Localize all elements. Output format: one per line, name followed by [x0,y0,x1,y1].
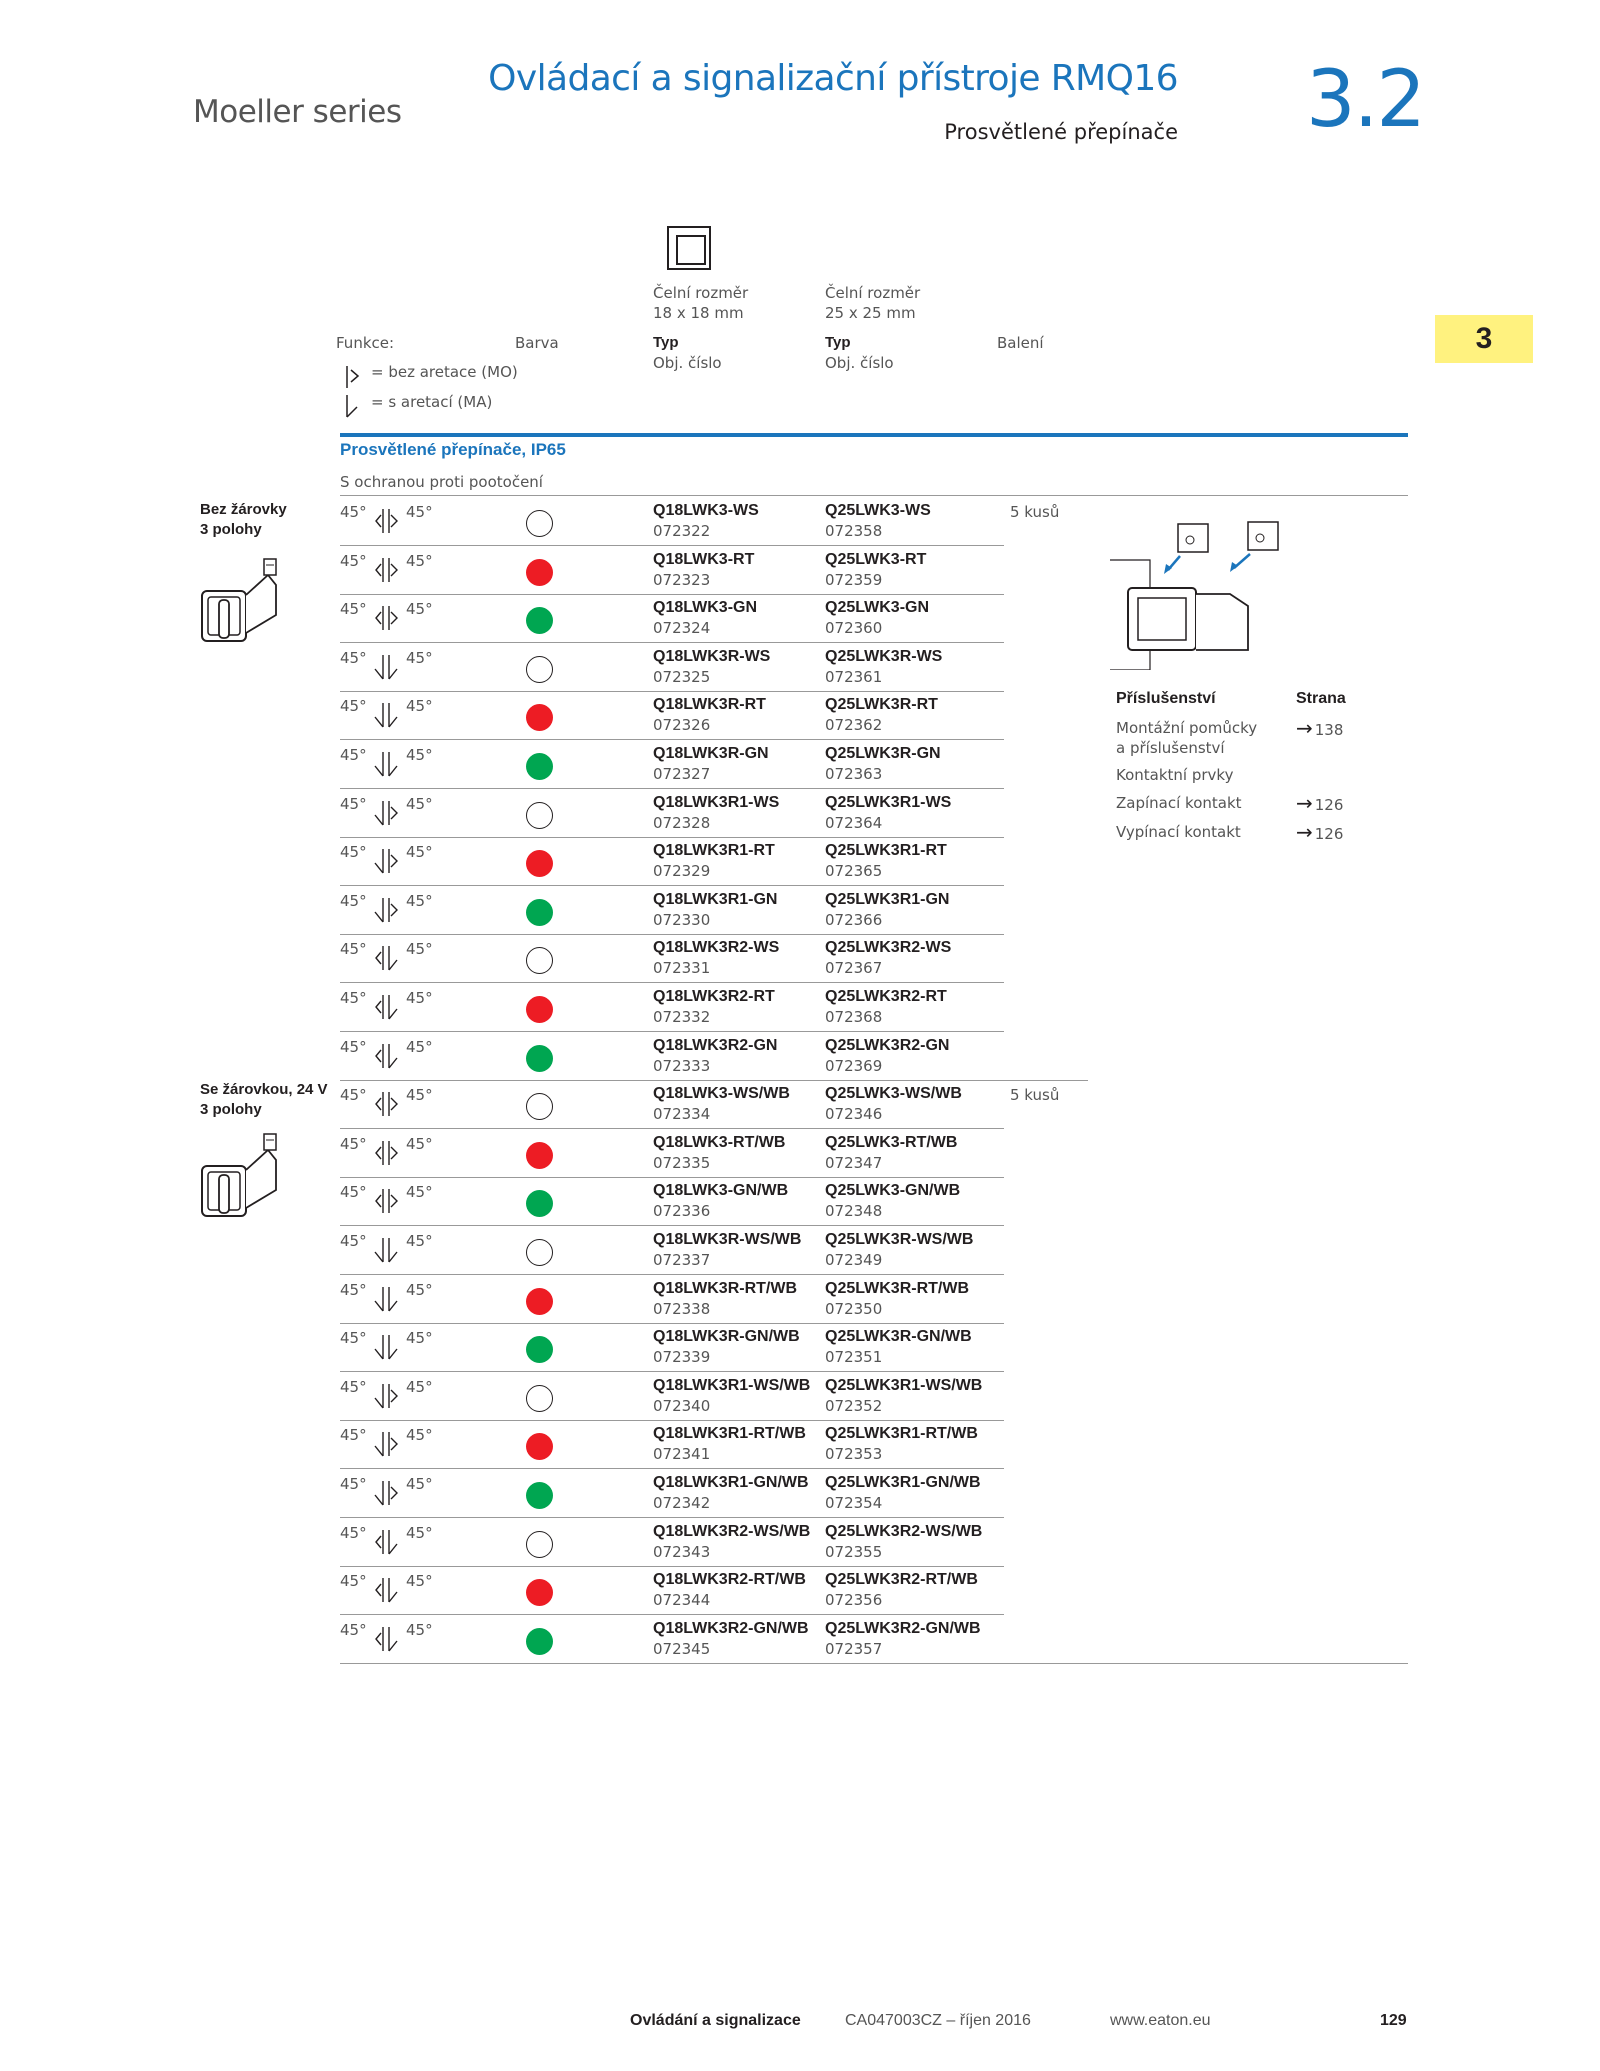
row-divider [340,642,1004,643]
color-dot-rt [526,1433,553,1460]
color-dot-ws [526,947,553,974]
accessory-item: Kontaktní prvky [1116,766,1234,784]
order-number-25: 072360 [825,619,883,638]
order-number-25: 072363 [825,765,883,783]
order-number-18: 072344 [653,1591,711,1610]
page-title: Ovládací a signalizační přístroje RMQ16 [488,58,1178,99]
color-dot-rt [526,1579,553,1606]
row-divider [340,934,1004,935]
switch-function-a-icon [370,602,402,634]
order-number-25: 072357 [825,1639,883,1658]
row-divider [340,1468,1004,1469]
barva-header: Barva [515,334,559,352]
angle-left: 45° [340,1620,367,1639]
color-dot-rt [526,850,553,877]
angle-right: 45° [406,794,433,813]
angle-right: 45° [406,1329,433,1348]
switch-function-c-icon [370,797,402,829]
group-line2: 3 polohy [200,1101,262,1118]
footer-section: Ovládání a signalizace [630,2012,801,2029]
row-divider [340,788,1004,789]
row-divider [340,1128,1004,1129]
col25-size-line2: 25 x 25 mm [825,304,916,322]
section-subtitle: S ochranou proti pootočení [340,473,543,491]
angle-right: 45° [406,891,433,910]
type-25: Q25LWK3-RT [825,550,927,568]
color-dot-rt [526,704,553,731]
obj-label: Obj. číslo [653,354,722,372]
switch-function-c-icon [370,845,402,877]
angle-left: 45° [340,1280,367,1299]
order-number-25: 072355 [825,1542,883,1561]
switch-function-c-icon [370,1477,402,1509]
type-25: Q25LWK3R1-WS/WB [825,1376,983,1394]
order-number-25: 072359 [825,570,883,589]
col25-size-line1: Čelní rozměr [825,284,921,302]
row-divider [340,739,1004,740]
angle-left: 45° [340,1086,367,1105]
type-18: Q18LWK3R2-GN/WB [653,1619,809,1637]
color-dot-ws [526,1093,553,1120]
angle-right: 45° [406,1134,433,1153]
group-line1: Bez žárovky [200,501,287,518]
table-bottom-rule [340,1663,1408,1664]
arrow-right-icon: → [1296,820,1313,844]
footer-website[interactable]: www.eaton.eu [1110,2012,1211,2029]
page-subtitle: Prosvětlené přepínače [944,120,1178,144]
type-25: Q25LWK3-GN [825,599,930,617]
angle-left: 45° [340,600,367,619]
type-25: Q25LWK3R2-GN/WB [825,1619,981,1637]
legend-mo: = bez aretace (MO) [371,363,518,381]
col25-size [825,283,920,323]
type-18: Q18LWK3R-RT/WB [653,1279,797,1297]
angle-left: 45° [340,1523,367,1542]
order-number-18: 072343 [653,1542,711,1561]
type-25: Q25LWK3R2-WS/WB [825,1522,983,1540]
order-number-18: 072340 [653,1396,711,1415]
type-18: Q18LWK3R1-GN [653,890,778,908]
section-rule [340,433,1408,437]
col18-type-header [653,333,722,373]
type-25: Q25LWK3R-GN/WB [825,1328,972,1346]
col25-type-header [825,333,894,373]
angle-left: 45° [340,1475,367,1493]
order-number-25: 072358 [825,522,883,540]
col18-size-line1: Čelní rozměr [653,284,749,302]
angle-right: 45° [406,1037,433,1056]
order-number-25: 072362 [825,716,883,735]
col18-size-line2: 18 x 18 mm [653,304,744,322]
angle-right: 45° [406,600,433,619]
order-number-18: 072334 [653,1105,711,1124]
accessories-header: Příslušenství [1116,690,1216,707]
angle-left: 45° [340,551,367,570]
row-divider [340,545,1004,546]
angle-left: 45° [340,1183,367,1202]
type-25: Q25LWK3-WS [825,502,931,519]
switch-function-a-icon [370,1137,402,1169]
type-25: Q25LWK3R1-GN/WB [825,1474,981,1491]
order-number-25: 072352 [825,1396,883,1415]
color-dot-gn [526,1482,553,1509]
color-dot-ws [526,656,553,683]
angle-right: 45° [406,1280,433,1299]
order-number-18: 072337 [653,1251,711,1269]
order-number-18: 072325 [653,667,711,686]
switch-function-d-icon [370,1040,402,1072]
order-number-18: 072326 [653,716,711,735]
square-frame-icon [667,226,711,270]
color-dot-gn [526,1190,553,1217]
type-18: Q18LWK3R-WS [653,647,771,665]
angle-right: 45° [406,1377,433,1396]
type-18: Q18LWK3R1-WS [653,793,780,811]
row-divider [340,1225,1004,1226]
angle-right: 45° [406,1183,433,1202]
order-number-25: 072369 [825,1056,883,1075]
type-25: Q25LWK3-WS/WB [825,1085,962,1103]
typ-label: Typ [825,334,851,351]
angle-left: 45° [340,843,367,862]
angle-left: 45° [340,1037,367,1056]
angle-left: 45° [340,1232,367,1250]
switch-device-illustration [198,555,288,655]
switch-function-d-icon [370,1574,402,1606]
angle-right: 45° [406,1523,433,1542]
order-number-18: 072323 [653,570,711,589]
angle-left: 45° [340,648,367,667]
type-18: Q18LWK3R-GN/WB [653,1328,800,1346]
accessory-item: Zapínací kontakt [1116,794,1242,812]
row-divider [340,1177,1004,1178]
order-number-18: 072324 [653,619,711,638]
pack-size: 5 kusů [1010,503,1060,521]
color-dot-ws [526,510,553,537]
color-dot-gn [526,1045,553,1072]
order-number-18: 072339 [653,1348,711,1367]
angle-left: 45° [340,794,367,813]
pack-size: 5 kusů [1010,1086,1060,1105]
order-number-18: 072336 [653,1202,711,1221]
order-number-18: 072335 [653,1153,711,1172]
type-25: Q25LWK3R1-RT/WB [825,1425,978,1443]
row-divider [340,982,1004,983]
order-number-18: 072331 [653,959,711,978]
momentary-symbol-icon [343,364,363,390]
type-25: Q25LWK3-RT/WB [825,1133,958,1151]
angle-right: 45° [406,746,433,764]
order-number-18: 072341 [653,1445,711,1464]
row-divider [340,1517,1004,1518]
order-number-18: 072338 [653,1299,711,1318]
type-18: Q18LWK3-RT [653,550,755,568]
col18-size [653,283,748,323]
type-18: Q18LWK3R2-RT/WB [653,1571,806,1589]
angle-right: 45° [406,551,433,570]
order-number-18: 072333 [653,1056,711,1075]
page-ref-number: 126 [1314,796,1344,814]
type-18: Q18LWK3-WS/WB [653,1085,790,1103]
chapter-number: 3.2 [1306,55,1425,145]
angle-left: 45° [340,891,367,910]
accessory-item: Vypínací kontakt [1116,823,1241,841]
switch-function-a-icon [370,1088,402,1120]
type-18: Q18LWK3R2-WS/WB [653,1522,811,1540]
row-divider [340,1566,1004,1567]
angle-left: 45° [340,746,367,764]
order-number-25: 072346 [825,1105,883,1124]
baleni-header: Balení [997,334,1044,352]
type-25: Q25LWK3R1-GN [825,890,950,908]
order-number-25: 072368 [825,1008,883,1026]
order-number-25: 072353 [825,1445,883,1464]
type-25: Q25LWK3-GN/WB [825,1182,961,1200]
order-number-25: 072350 [825,1299,883,1318]
switch-function-b-icon [370,651,402,683]
order-number-25: 072349 [825,1251,883,1269]
color-dot-gn [526,1628,553,1655]
order-number-25: 072356 [825,1591,883,1610]
type-25: Q25LWK3R-WS/WB [825,1231,974,1248]
type-25: Q25LWK3R-GN [825,745,941,762]
group-line2: 3 polohy [200,521,262,538]
switch-function-d-icon [370,1526,402,1558]
type-18: Q18LWK3R-RT [653,696,766,714]
switch-function-b-icon [370,748,402,780]
switch-function-a-icon [370,505,402,537]
page-ref-number: 138 [1314,721,1344,739]
arrow-right-icon: → [1296,716,1313,740]
order-number-25: 072365 [825,862,883,881]
type-18: Q18LWK3R1-RT [653,842,775,860]
type-25: Q25LWK3R2-WS [825,939,952,957]
angle-right: 45° [406,503,433,521]
angle-right: 45° [406,1620,433,1639]
color-dot-ws [526,802,553,829]
type-25: Q25LWK3R1-WS [825,793,952,811]
type-18: Q18LWK3R2-RT [653,988,775,1005]
row-divider [340,1323,1004,1324]
type-25: Q25LWK3R2-RT/WB [825,1571,978,1589]
order-number-18: 072345 [653,1639,711,1658]
angle-right: 45° [406,697,433,716]
angle-right: 45° [406,1232,433,1250]
type-18: Q18LWK3R2-GN [653,1036,778,1054]
row-divider [340,885,1004,886]
switch-function-a-icon [370,1185,402,1217]
switch-function-b-icon [370,1331,402,1363]
switch-function-b-icon [370,1234,402,1266]
switch-function-c-icon [370,1380,402,1412]
angle-right: 45° [406,1475,433,1493]
accessories-page-header: Strana [1296,690,1346,707]
row-divider [340,1420,1004,1421]
row-divider [340,1614,1004,1615]
switch-function-d-icon [370,991,402,1023]
group-line1: Se žárovkou, 24 V [200,1081,328,1098]
row-divider [340,1274,1004,1275]
angle-right: 45° [406,1426,433,1445]
type-25: Q25LWK3R-WS [825,647,943,665]
type-18: Q18LWK3R1-RT/WB [653,1425,806,1443]
angle-right: 45° [406,843,433,862]
order-number-18: 072342 [653,1494,711,1512]
color-dot-rt [526,1288,553,1315]
switch-function-c-icon [370,894,402,926]
color-dot-gn [526,607,553,634]
section-sub-rule [340,495,1408,496]
color-dot-gn [526,753,553,780]
angle-right: 45° [406,940,433,959]
angle-left: 45° [340,1329,367,1348]
page-ref-number: 126 [1314,825,1344,843]
footer-catalog: CA047003CZ – říjen 2016 [845,2012,1031,2029]
accessory-page-ref[interactable] [1296,820,1343,844]
type-18: Q18LWK3R-WS/WB [653,1231,802,1248]
group-label-with-lamp [200,1080,328,1120]
order-number-18: 072330 [653,910,711,929]
angle-right: 45° [406,648,433,667]
section-title: Prosvětlené přepínače, IP65 [340,440,566,459]
color-dot-rt [526,996,553,1023]
color-dot-rt [526,1142,553,1169]
group-label-no-lamp [200,500,287,540]
angle-left: 45° [340,989,367,1007]
row-divider [340,1031,1004,1032]
type-18: Q18LWK3-GN/WB [653,1182,789,1200]
order-number-25: 072354 [825,1494,883,1512]
switch-function-b-icon [370,1283,402,1315]
type-25: Q25LWK3R-RT/WB [825,1279,969,1297]
order-number-25: 072364 [825,813,883,832]
switch-function-d-icon [370,1623,402,1655]
chapter-tab: 3 [1435,315,1533,363]
type-25: Q25LWK3R1-RT [825,842,947,860]
angle-left: 45° [340,1572,367,1591]
color-dot-rt [526,559,553,586]
order-number-25: 072367 [825,959,883,978]
angle-right: 45° [406,1572,433,1591]
funkce-header: Funkce: [336,334,395,352]
type-25: Q25LWK3R-RT [825,696,938,714]
page-number: 129 [1380,2012,1407,2029]
color-dot-ws [526,1239,553,1266]
type-18: Q18LWK3R1-GN/WB [653,1474,809,1491]
angle-left: 45° [340,1377,367,1396]
accessory-illustration [1110,510,1310,670]
switch-function-a-icon [370,554,402,586]
color-dot-gn [526,899,553,926]
color-dot-ws [526,1531,553,1558]
color-dot-gn [526,1336,553,1363]
order-number-25: 072361 [825,667,883,686]
switch-function-d-icon [370,942,402,974]
color-dot-ws [526,1385,553,1412]
series-label: Moeller series [193,94,402,130]
arrow-right-icon: → [1296,791,1313,815]
type-18: Q18LWK3R-GN [653,745,769,762]
order-number-25: 072366 [825,910,883,929]
order-number-18: 072329 [653,862,711,881]
accessory-page-ref[interactable] [1296,716,1343,740]
type-25: Q25LWK3R2-RT [825,988,947,1005]
row-divider [340,1371,1004,1372]
legend-ma: = s aretací (MA) [371,393,493,411]
row-divider [340,691,1004,692]
type-18: Q18LWK3-RT/WB [653,1133,786,1151]
order-number-18: 072322 [653,522,711,540]
type-18: Q18LWK3R2-WS [653,939,780,957]
angle-left: 45° [340,697,367,716]
angle-left: 45° [340,1426,367,1445]
angle-right: 45° [406,1086,433,1105]
maintained-symbol-icon [343,393,363,419]
switch-function-b-icon [370,699,402,731]
order-number-18: 072327 [653,765,711,783]
switch-function-c-icon [370,1428,402,1460]
type-18: Q18LWK3-WS [653,502,759,519]
angle-right: 45° [406,989,433,1007]
type-18: Q18LWK3-GN [653,599,758,617]
order-number-25: 072348 [825,1202,883,1221]
order-number-18: 072332 [653,1008,711,1026]
order-number-18: 072328 [653,813,711,832]
order-number-25: 072347 [825,1153,883,1172]
row-divider [340,837,1004,838]
accessory-item: Montážní pomůcky a příslušenství [1116,719,1258,757]
accessory-page-ref[interactable] [1296,791,1343,815]
obj-label: Obj. číslo [825,354,894,372]
row-divider [340,1080,1088,1081]
row-divider [340,594,1004,595]
type-25: Q25LWK3R2-GN [825,1036,950,1054]
angle-left: 45° [340,503,367,521]
angle-left: 45° [340,1134,367,1153]
angle-left: 45° [340,940,367,959]
order-number-25: 072351 [825,1348,883,1367]
typ-label: Typ [653,334,679,351]
type-18: Q18LWK3R1-WS/WB [653,1376,811,1394]
switch-lamp-device-illustration [198,1130,288,1230]
